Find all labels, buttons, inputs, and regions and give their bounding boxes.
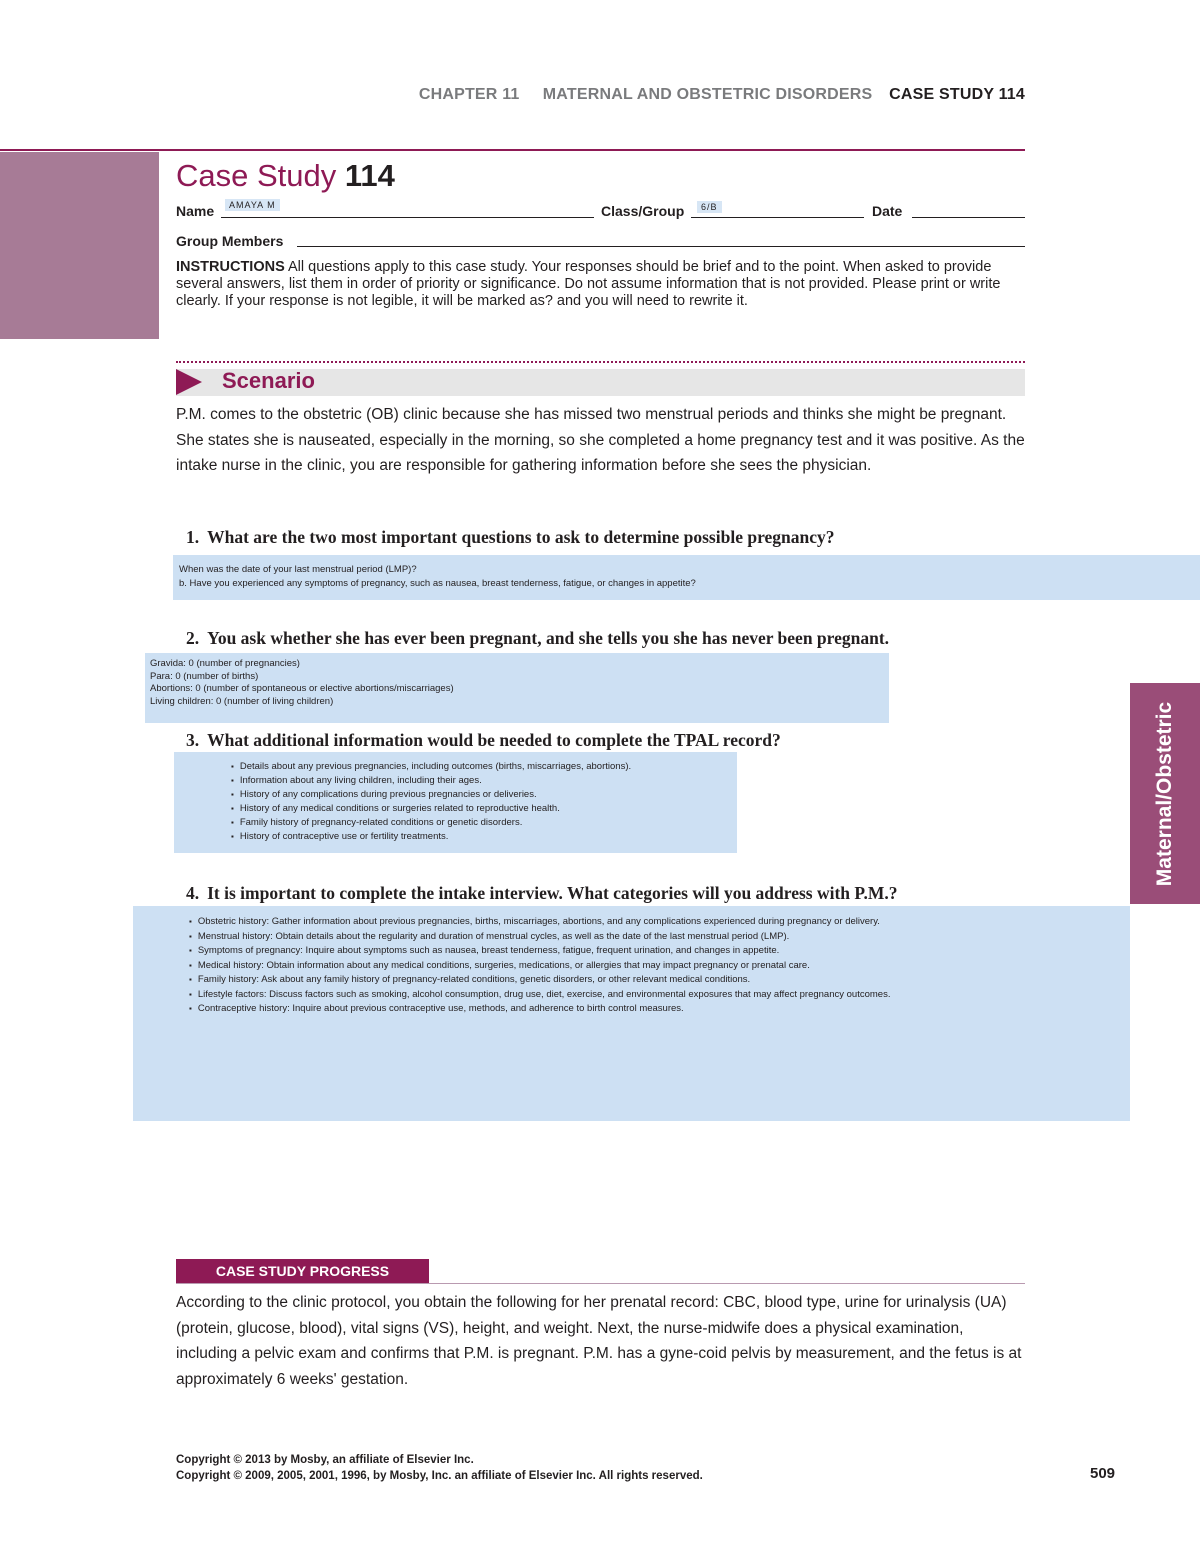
side-color-block	[0, 152, 159, 339]
name-label: Name	[176, 203, 215, 219]
group-members-label: Group Members	[176, 233, 284, 249]
instructions	[176, 259, 1026, 310]
answer-2-line-3: Abortions: 0 (number of spontaneous or elective abortions/miscarriages)	[150, 683, 454, 694]
name-value[interactable]: AMAYA M	[225, 199, 280, 211]
play-arrow-icon	[176, 369, 202, 395]
answer-3-item-6: ▪ History of contraceptive use or fertility treatments.	[231, 830, 737, 844]
section-label: MATERNAL AND OBSTETRIC DISORDERS	[542, 86, 873, 103]
instructions-label: INSTRUCTIONS	[176, 259, 285, 275]
side-tab-label: Maternal/Obstetric	[1153, 701, 1176, 886]
date-label: Date	[872, 203, 903, 219]
header-rule	[0, 149, 1025, 151]
answer-1-line-2: b. Have you experienced any symptoms of pregnancy, such as nausea, breast tenderness, fatigue, or changes in appetite?	[179, 578, 696, 589]
group-members-line[interactable]	[297, 246, 1025, 247]
answer-4-item-2: ▪ Menstrual history: Obtain details about the regularity and duration of menstrual cycles, as well as the date of the last menstrual period (LMP).	[189, 930, 1130, 945]
answer-box-2[interactable]	[145, 653, 889, 723]
answer-4-item-3: ▪ Symptoms of pregnancy: Inquire about symptoms such as nausea, breast tenderness, fatigue, frequent urination, and changes in appetite.	[189, 944, 1130, 959]
chapter-label: CHAPTER 11	[418, 86, 520, 103]
answer-box-3[interactable]	[174, 752, 737, 853]
answer-4-item-1: ▪ Obstetric history: Gather information about previous pregnancies, births, miscarriages, abortions, and any complications experienced during pregnancy or delivery.	[189, 915, 1130, 930]
progress-text: According to the clinic protocol, you obtain the following for her prenatal record: CBC, blood type, urine for urinalysis (UA) (protein, glucose, blood), vital signs (VS), height, and weight. Next, the nurse-midwife does a physical examination, including a pelvic exam and confirms that P.M. is pregnant. P.M. has a gyne-coid pelvis by measurement, and the fetus is at approximately 6 weeks' gestation.	[176, 1294, 1022, 1388]
scenario-divider	[176, 361, 1025, 363]
instructions-text: All questions apply to this case study. Your responses should be brief and to the point. When asked to provide several answers, list them in order of priority or significance. Do not assume information that is not provided. Please print or write clearly. If your response is not legible, it will be marked as? and you will need to rewrite it.	[176, 259, 1001, 309]
answer-2-line-4: Living children: 0 (number of living children)	[150, 695, 334, 707]
answer-4-item-5: ▪ Family history: Ask about any family history of pregnancy-related conditions, genetic disorders, or other relevant medical conditions.	[189, 973, 1130, 988]
answer-3-item-2: ▪ Information about any living children, including their ages.	[231, 774, 737, 788]
answer-box-1[interactable]	[173, 555, 1200, 600]
copyright-line-1: Copyright © 2013 by Mosby, an affiliate of Elsevier Inc.	[176, 1454, 474, 1466]
class-group-label: Class/Group	[601, 203, 685, 219]
title-label: Case Study	[176, 158, 337, 193]
question-3: 3. What additional information would be needed to complete the TPAL record?	[186, 730, 781, 750]
answer-box-4[interactable]	[133, 906, 1130, 1121]
class-group-value[interactable]: 6/B	[697, 201, 722, 213]
answer-3-item-3: ▪ History of any complications during previous pregnancies or deliveries.	[231, 788, 737, 802]
answer-3-item-5: ▪ Family history of pregnancy-related conditions or genetic disorders.	[231, 816, 737, 830]
running-header	[370, 86, 1025, 104]
scenario-title: Scenario	[222, 368, 315, 393]
answer-4-item-6: ▪ Lifestyle factors: Discuss factors such as smoking, alcohol consumption, drug use, diet, exercise, and environmental exposures that may affect pregnancy outcomes.	[189, 988, 1130, 1003]
case-label: CASE STUDY 114	[889, 86, 1025, 103]
answer-4-item-7: ▪ Contraceptive history: Inquire about previous contraceptive use, methods, and adherence to birth control measures.	[189, 1002, 1130, 1017]
answer-2-line-2: Para: 0 (number of births)	[150, 670, 259, 682]
side-tab	[1130, 683, 1200, 904]
question-1: 1. What are the two most important questions to ask to determine possible pregnancy?	[186, 527, 835, 547]
date-line[interactable]	[912, 217, 1025, 218]
page-number: 509	[1090, 1465, 1116, 1482]
footer	[176, 1452, 703, 1484]
scenario-text: P.M. comes to the obstetric (OB) clinic because she has missed two menstrual periods and thinks she might be pregnant. She states she is nauseated, especially in the morning, so she completed a home pregnancy test and it was positive. As the intake nurse in the clinic, you are responsible for gathering information before she sees the physician.	[176, 406, 1025, 474]
copyright-line-2: Copyright © 2009, 2005, 2001, 1996, by Mosby, Inc. an affiliate of Elsevier Inc. All rights reserved.	[176, 1470, 703, 1482]
title-number: 114	[344, 158, 395, 193]
class-group-line	[691, 217, 864, 218]
question-2: 2. You ask whether she has ever been pregnant, and she tells you she has never been pregnant.	[186, 628, 890, 648]
name-line	[221, 217, 594, 218]
answer-3-item-1: ▪ Details about any previous pregnancies, including outcomes (births, miscarriages, abortions).	[231, 760, 737, 774]
answer-1-line-1: When was the date of your last menstrual period (LMP)?	[179, 564, 417, 575]
progress-rule	[176, 1283, 1025, 1284]
answer-4-item-4: ▪ Medical history: Obtain information about any medical conditions, surgeries, medications, or allergies that may impact pregnancy or prenatal care.	[189, 959, 1130, 974]
answer-2-line-1: Gravida: 0 (number of pregnancies)	[150, 658, 300, 669]
case-study-progress-label: CASE STUDY PROGRESS	[176, 1259, 429, 1284]
page-title	[176, 158, 395, 194]
answer-3-item-4: ▪ History of any medical conditions or surgeries related to reproductive health.	[231, 802, 737, 816]
question-4: 4. It is important to complete the intake interview. What categories will you address with P.M.?	[186, 883, 898, 903]
